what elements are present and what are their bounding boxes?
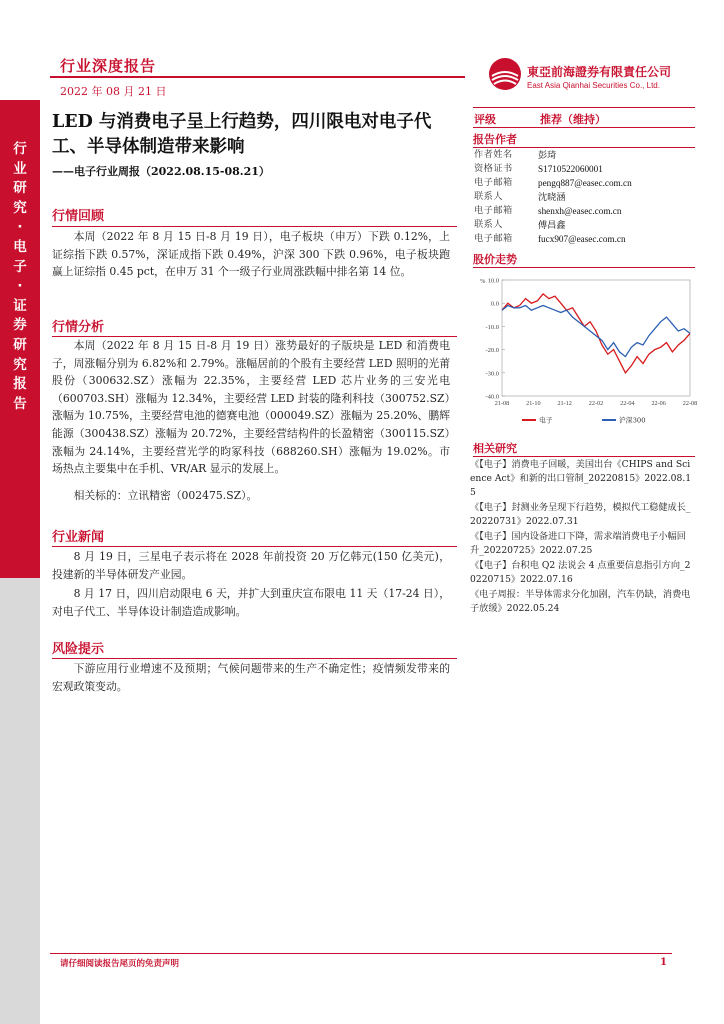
author-key: 电子邮箱 (474, 233, 513, 244)
author-value: pengq887@easec.com.cn (538, 178, 632, 188)
paragraph: 本周（2022 年 8 月 15 日-8 月 19 日），电子板块（申万）下跌 0.12%，上证综指下跌 0.57%，深证成指下跌 0.49%，沪深 300 下跌 0.96%，电子板块跑赢上证综指 0.45 pct，在申万 31 个一级子行业周涨跌幅中排名第 14 位。 (52, 230, 450, 279)
section-heading-market-review: 行情回顾 (52, 209, 105, 224)
page-number: 1 (660, 957, 667, 968)
y-tick-label: -20.0 (485, 347, 499, 355)
author-value: S1710522060001 (538, 164, 603, 174)
x-tick-label: 22-04 (620, 400, 635, 407)
related-research-item[interactable]: 《【电子】封测业务呈现下行趋势，模拟代工稳健成长_20220731》2022.07.31 (470, 502, 691, 528)
related-research-heading: 相关研究 (473, 442, 517, 455)
related-research-item[interactable]: 《【电子】国内设备进口下降，需求端消费电子小幅回升_20220725》2022.07.25 (470, 531, 686, 557)
stock-trend-chart (472, 272, 697, 432)
rating-rule-top (473, 107, 695, 108)
section-rule (52, 226, 457, 227)
author-value: shenxh@easec.com.cn (538, 206, 622, 216)
company-name-cn: 東亞前海證券有限責任公司 (527, 65, 672, 79)
stock-trend-rule (473, 267, 695, 268)
x-tick-label: 21-08 (494, 400, 510, 407)
y-tick-label: -30.0 (485, 370, 499, 378)
rating-label: 评级 (474, 113, 496, 126)
report-title: LED 与消费电子呈上行趋势，四川限电对电子代工、半导体制造带来影响 (52, 112, 432, 157)
rating-value: 推荐（维持） (540, 113, 606, 126)
author-row (474, 162, 696, 176)
author-row (474, 190, 696, 204)
y-tick-label: -40.0 (485, 393, 499, 401)
x-tick-label: 22-06 (651, 400, 666, 407)
paragraph: 下游应用行业增速不及预期；气候问题带来的生产不确定性；疫情频发带来的宏观政策变动。 (52, 662, 450, 693)
y-tick-label: 10.0 (487, 277, 499, 285)
author-key: 电子邮箱 (474, 177, 513, 188)
author-row (474, 176, 696, 190)
header-rule (50, 76, 465, 78)
report-date: 2022 年 08 月 21 日 (60, 85, 167, 98)
rating-rule-bottom (473, 127, 695, 128)
section-rule (52, 658, 457, 659)
y-tick-label: -10.0 (485, 323, 499, 331)
sidebar-label: 行业研究·电子·证券研究报告 (13, 141, 27, 412)
author-key: 电子邮箱 (474, 205, 513, 216)
related-research-item[interactable]: 《【电子】消费电子回暖，美国出台《CHIPS and Science Act》和新的出口管制_20220815》2022.08.15 (470, 459, 692, 499)
x-tick-label: 21-12 (557, 400, 572, 407)
author-row (474, 218, 696, 232)
related-research-rule (473, 456, 695, 457)
author-value: fucx907@easec.com.cn (538, 234, 626, 244)
section-heading-risk: 风险提示 (52, 642, 105, 657)
x-tick-label: 22-08 (682, 400, 697, 407)
company-logo-icon (487, 56, 523, 92)
author-row (474, 204, 696, 218)
x-tick-label: 22-02 (588, 400, 604, 407)
x-tick-label: 21-10 (526, 400, 541, 407)
author-value: 傅昌鑫 (538, 220, 566, 230)
author-key: 联系人 (474, 191, 504, 202)
authors-heading: 报告作者 (473, 133, 517, 146)
author-value: 彭琦 (538, 150, 557, 160)
paragraph: 相关标的：立讯精密（002475.SZ）。 (73, 489, 258, 502)
chart-frame (502, 280, 690, 396)
paragraph: 8 月 19 日，三星电子表示将在 2028 年前投资 20 万亿韩元(150 亿美元)，投建新的半导体研发产业园。 (52, 550, 450, 581)
section-rule (52, 546, 457, 547)
stock-trend-heading: 股价走势 (473, 253, 517, 266)
author-key: 作者姓名 (474, 149, 513, 160)
footer-rule (50, 953, 672, 954)
legend-label: 沪深300 (619, 416, 646, 425)
report-subtitle: ——电子行业周报（2022.08.15-08.21） (52, 165, 270, 178)
related-research-item[interactable]: 《电子周报：半导体需求分化加剧，汽车仍缺，消费电子放缓》2022.05.24 (470, 589, 691, 615)
company-name-en: East Asia Qianhai Securities Co., Ltd. (527, 81, 660, 90)
legend-label: 电子 (539, 416, 553, 425)
author-key: 资格证书 (474, 163, 513, 174)
related-research-item[interactable]: 《【电子】台积电 Q2 法说会 4 点重要信息指引方向_20220715》2022.07.16 (470, 560, 691, 586)
author-value: 沈晓涵 (538, 192, 566, 202)
series-line-electronics (502, 294, 690, 373)
author-row (474, 232, 696, 246)
author-key: 联系人 (474, 219, 504, 230)
section-heading-market-analysis: 行情分析 (52, 320, 105, 335)
paragraph: 8 月 17 日，四川启动限电 6 天，并扩大到重庆宣布限电 11 天（17-24 日），对电子代工、半导体设计制造造成影响。 (52, 587, 450, 618)
section-heading-industry-news: 行业新闻 (52, 530, 105, 545)
paragraph: 本周（2022 年 8 月 15 日-8 月 19 日）涨势最好的子版块是 LED 和消费电子，周涨幅分别为 6.82%和 2.79%。涨幅居前的个股有主要经营 LED 照明的光莆股份（300632.SZ）涨幅为 22.35%，主要经营 LED 芯片业务的三安光电（600703.SH）涨幅为 12.34%，主要经营 LED 封装的隆利科技（300752.SZ）涨幅为 10.75%，主要经营电池的德赛电池（000049.SZ）涨幅为 25.20%、鹏辉能源（300438.SZ）涨幅为 20.72%，主要经营结构件的长盈精密（300115.SZ）涨幅为 24.14%，主要经营光学的昀冢科技（688260.SH）涨幅为 19.02%。市场热点主要集中在手机、VR/AR 显示的发展上。 (52, 339, 450, 476)
y-axis-label: % (480, 278, 486, 285)
sidebar-grey-band (0, 578, 40, 1024)
footer-disclaimer[interactable]: 请仔细阅读报告尾页的免责声明 (60, 959, 180, 969)
report-type: 行业深度报告 (60, 57, 157, 75)
author-row (474, 148, 696, 162)
y-tick-label: 0.0 (490, 300, 499, 308)
